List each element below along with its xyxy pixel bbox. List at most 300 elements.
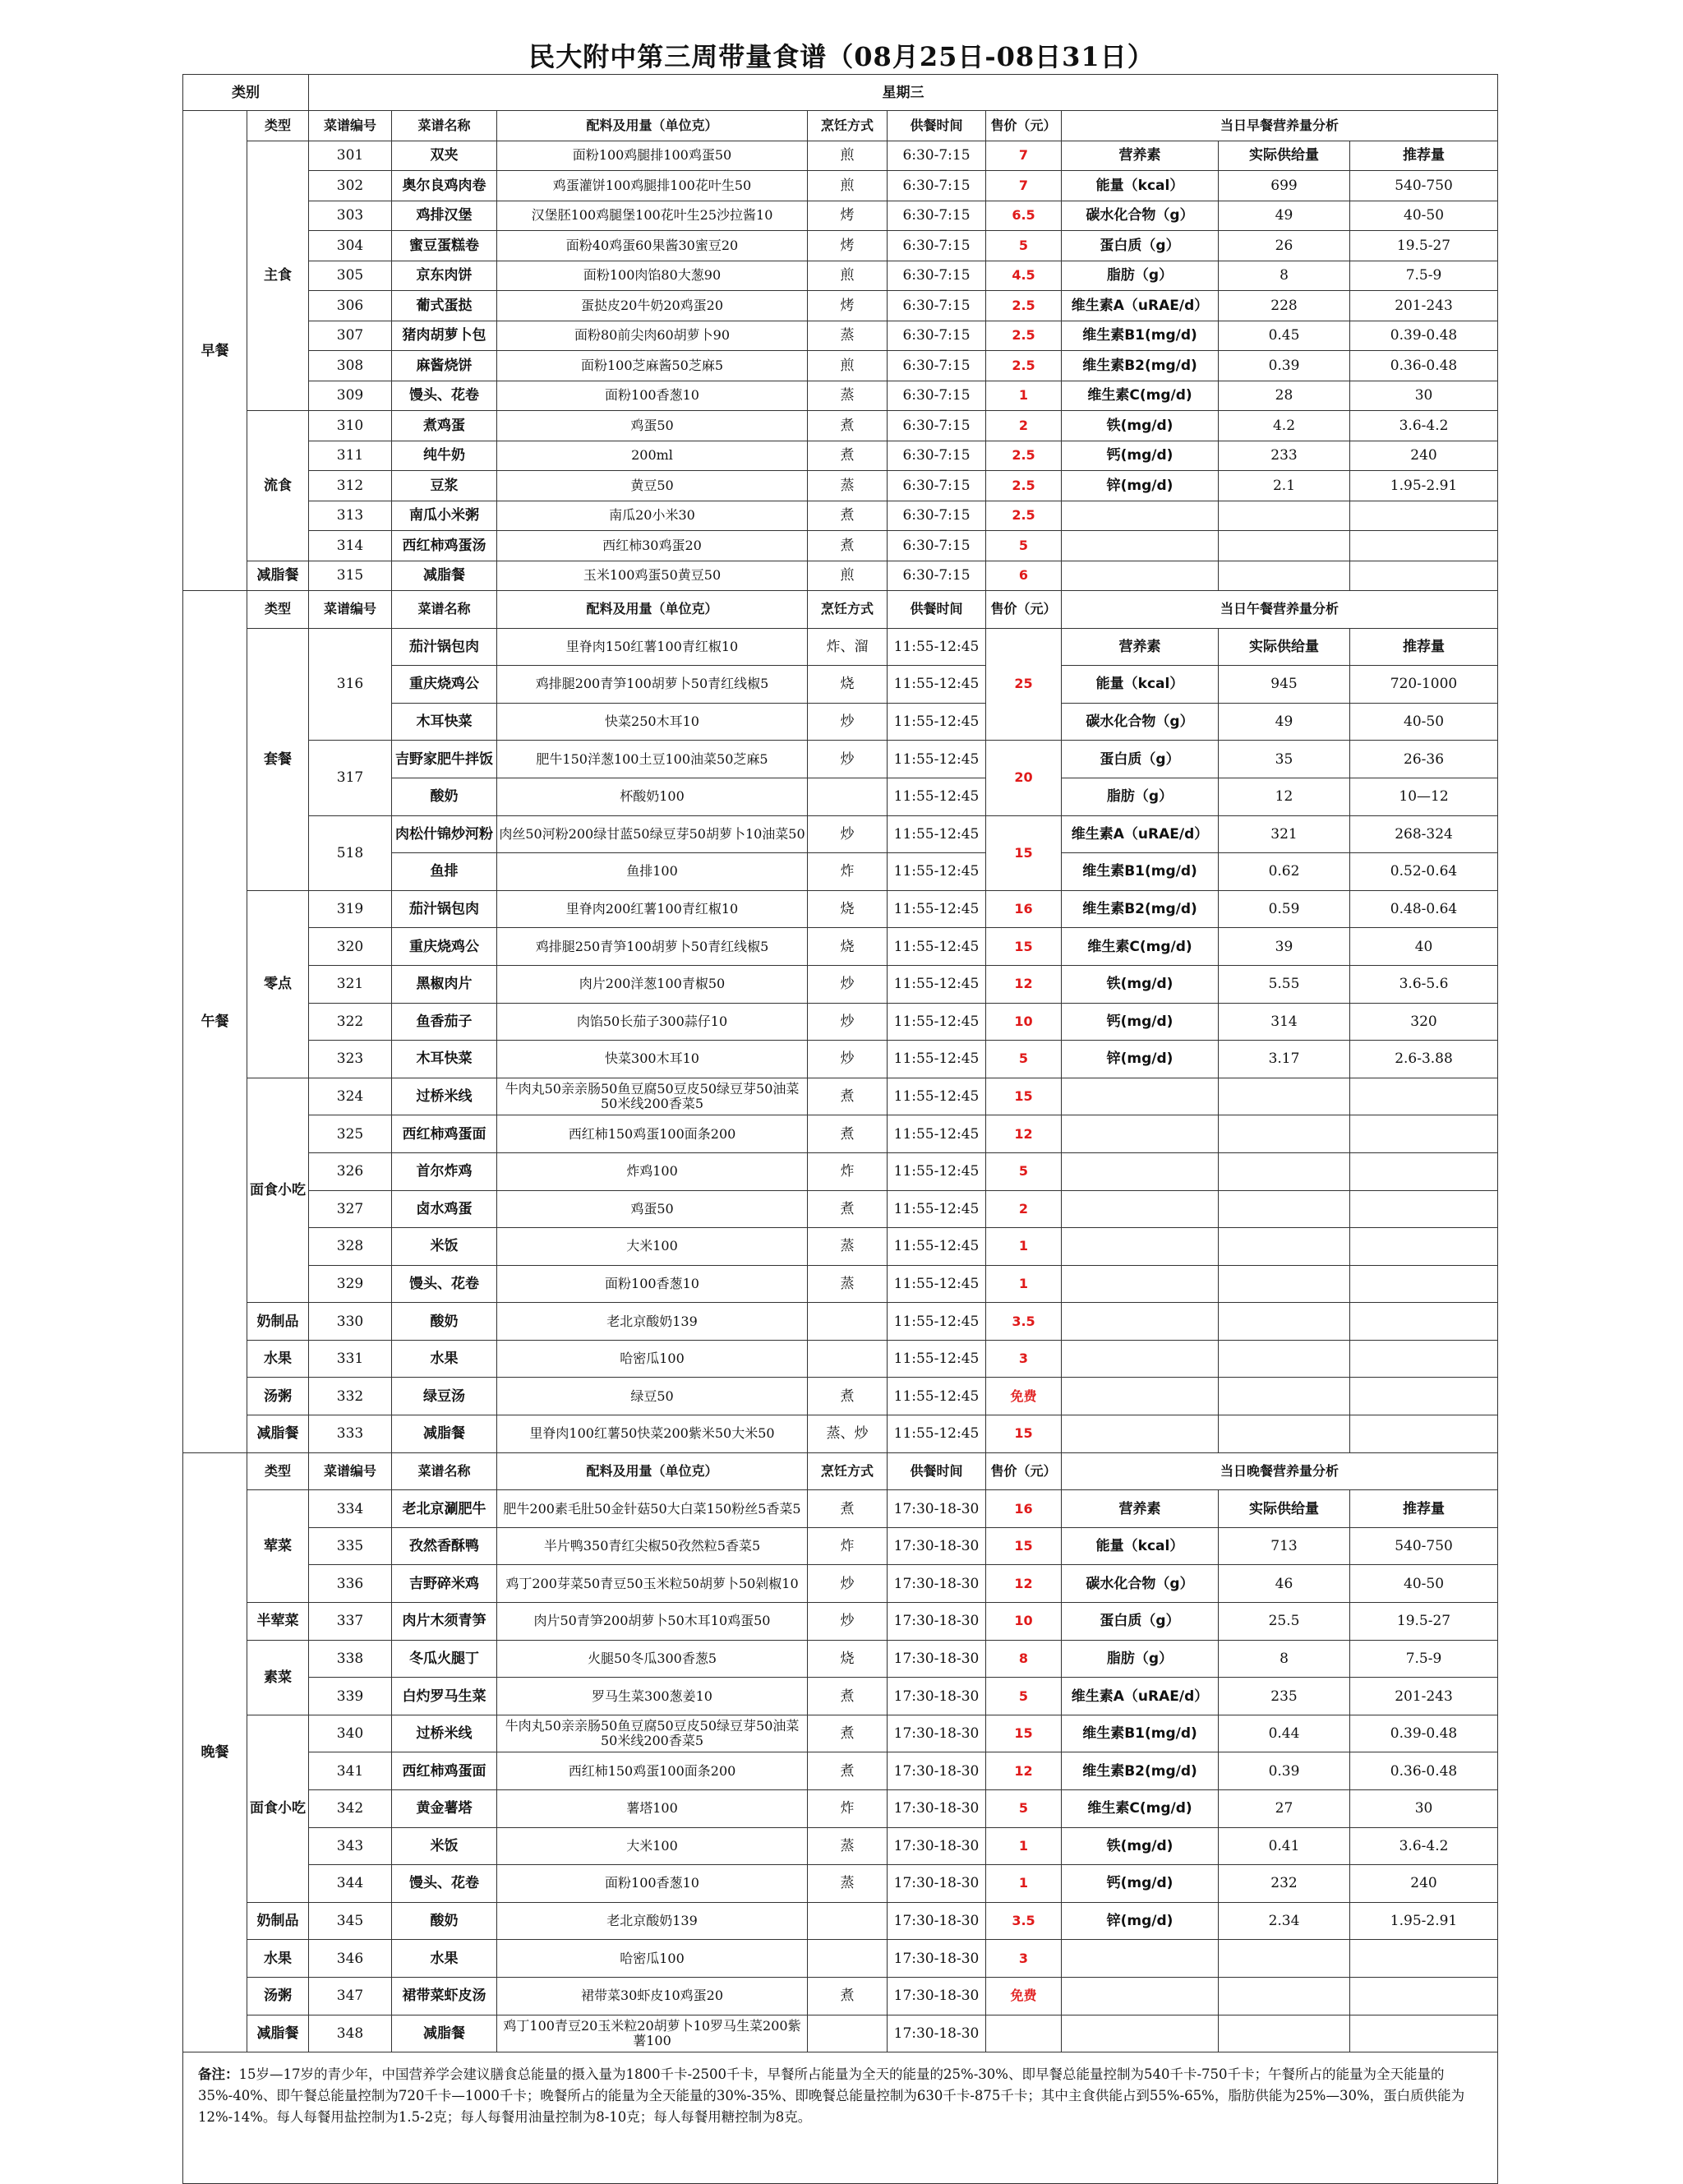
serving-time: 17:30-18-30 <box>888 1827 986 1865</box>
dish-name: 馒头、花卷 <box>392 1265 497 1303</box>
nutrient-actual: 49 <box>1219 703 1350 741</box>
dish-price: 2.5 <box>986 501 1062 531</box>
cooking-method: 蒸 <box>808 321 888 351</box>
nutrition-empty-cell <box>1062 1152 1219 1190</box>
column-header: 供餐时间 <box>888 1452 986 1490</box>
column-header: 配料及用量（单位克） <box>497 1452 808 1490</box>
dish-ingredients: 鸡排腿200青笋100胡萝卜50青红线椒5 <box>497 666 808 704</box>
dish-row <box>183 261 1498 291</box>
dish-name: 酸奶 <box>392 1303 497 1341</box>
cooking-method: 炸、溜 <box>808 628 888 666</box>
serving-time: 6:30-7:15 <box>888 471 986 501</box>
dish-id: 330 <box>309 1303 392 1341</box>
dish-ingredients: 鸡蛋50 <box>497 1190 808 1228</box>
nutrient-actual: 314 <box>1219 1003 1350 1041</box>
cooking-method: 烧 <box>808 1640 888 1678</box>
nutrient-actual: 945 <box>1219 666 1350 704</box>
dish-id: 320 <box>309 928 392 966</box>
nutrition-empty-cell <box>1350 561 1498 591</box>
dish-id: 326 <box>309 1152 392 1190</box>
dish-name: 减脂餐 <box>392 1415 497 1453</box>
column-header: 菜谱编号 <box>309 1452 392 1490</box>
nutrient-name: 维生素B1(mg/d) <box>1062 853 1219 891</box>
dish-price: 10 <box>986 1603 1062 1641</box>
nutrient-name: 钙(mg/d) <box>1062 1003 1219 1041</box>
cooking-method: 煮 <box>808 1378 888 1415</box>
dish-ingredients: 快菜250木耳10 <box>497 703 808 741</box>
nutrient-recommended: 720-1000 <box>1350 666 1498 704</box>
dish-ingredients: 黄豆50 <box>497 471 808 501</box>
column-header: 菜谱编号 <box>309 591 392 629</box>
cooking-method <box>808 2015 888 2052</box>
nutrient-recommended: 0.39-0.48 <box>1350 1715 1498 1752</box>
dish-type: 奶制品 <box>247 1902 309 1940</box>
dish-ingredients: 蛋挞皮20牛奶20鸡蛋20 <box>497 291 808 321</box>
nutrient-recommended: 201-243 <box>1350 291 1498 321</box>
dish-name: 木耳快菜 <box>392 703 497 741</box>
dish-row <box>183 231 1498 261</box>
nutrition-empty-cell <box>1062 1265 1219 1303</box>
dish-name: 过桥米线 <box>392 1715 497 1752</box>
dish-name: 水果 <box>392 1940 497 1978</box>
cooking-method: 煎 <box>808 141 888 171</box>
dish-name: 纯牛奶 <box>392 441 497 471</box>
dish-row <box>183 1340 1498 1378</box>
cooking-method: 烧 <box>808 890 888 928</box>
nutrient-recommended: 0.36-0.48 <box>1350 1752 1498 1790</box>
dish-ingredients: 面粉40鸡蛋60果酱30蜜豆20 <box>497 231 808 261</box>
dish-type: 减脂餐 <box>247 1415 309 1453</box>
dish-name: 豆浆 <box>392 471 497 501</box>
column-header: 类型 <box>247 591 309 629</box>
dish-name: 过桥米线 <box>392 1078 497 1115</box>
dish-id: 321 <box>309 965 392 1003</box>
dish-id: 319 <box>309 890 392 928</box>
dish-price: 5 <box>986 1152 1062 1190</box>
dish-ingredients: 玉米100鸡蛋50黄豆50 <box>497 561 808 591</box>
dish-row <box>183 291 1498 321</box>
dish-id: 334 <box>309 1490 392 1528</box>
column-header: 菜谱编号 <box>309 111 392 141</box>
nutrient-name: 锌(mg/d) <box>1062 1902 1219 1940</box>
dish-price <box>986 2015 1062 2052</box>
cooking-method: 煮 <box>808 1190 888 1228</box>
serving-time: 11:55-12:45 <box>888 1078 986 1115</box>
nutrient-name: 能量（kcal） <box>1062 171 1219 201</box>
serving-time: 11:55-12:45 <box>888 741 986 778</box>
dish-ingredients: 鸡蛋灌饼100鸡腿排100花叶生50 <box>497 171 808 201</box>
nutrient-name: 钙(mg/d) <box>1062 441 1219 471</box>
dish-id: 324 <box>309 1078 392 1115</box>
header-row <box>183 75 1498 111</box>
nutrition-header: 营养素 <box>1062 1490 1219 1528</box>
dish-type: 减脂餐 <box>247 561 309 591</box>
dish-price: 6.5 <box>986 201 1062 231</box>
serving-time: 11:55-12:45 <box>888 1152 986 1190</box>
serving-time: 11:55-12:45 <box>888 890 986 928</box>
dish-row <box>183 1115 1498 1153</box>
nutrient-recommended: 240 <box>1350 441 1498 471</box>
dish-type: 汤粥 <box>247 1378 309 1415</box>
dish-ingredients: 大米100 <box>497 1228 808 1266</box>
dish-id: 332 <box>309 1378 392 1415</box>
dish-name: 酸奶 <box>392 1902 497 1940</box>
dish-name: 黑椒肉片 <box>392 965 497 1003</box>
dish-ingredients: 鱼排100 <box>497 853 808 891</box>
serving-time: 11:55-12:45 <box>888 965 986 1003</box>
dish-ingredients: 鸡丁200芽菜50青豆50玉米粒50胡萝卜50剁椒10 <box>497 1565 808 1603</box>
cooking-method: 炸 <box>808 1790 888 1828</box>
dish-id: 333 <box>309 1415 392 1453</box>
nutrition-empty-cell <box>1219 2015 1350 2052</box>
nutrient-actual: 321 <box>1219 815 1350 853</box>
serving-time: 6:30-7:15 <box>888 411 986 441</box>
dish-ingredients: 绿豆50 <box>497 1378 808 1415</box>
dish-row <box>183 1378 1498 1415</box>
nutrition-header: 营养素 <box>1062 628 1219 666</box>
nutrition-empty-cell <box>1062 561 1219 591</box>
dish-row <box>183 1490 1498 1528</box>
analysis-title: 当日晚餐营养量分析 <box>1062 1452 1498 1490</box>
nutrient-recommended: 240 <box>1350 1865 1498 1903</box>
cooking-method: 炸 <box>808 853 888 891</box>
serving-time: 17:30-18-30 <box>888 1865 986 1903</box>
dish-ingredients: 200ml <box>497 441 808 471</box>
dish-type: 流食 <box>247 411 309 561</box>
dish-ingredients: 西红柿150鸡蛋100面条200 <box>497 1115 808 1153</box>
cooking-method: 炒 <box>808 1565 888 1603</box>
nutrient-name: 碳水化合物（g） <box>1062 201 1219 231</box>
serving-time: 11:55-12:45 <box>888 666 986 704</box>
set-meal-row <box>183 741 1498 778</box>
dish-type: 汤粥 <box>247 1977 309 2015</box>
serving-time: 11:55-12:45 <box>888 1378 986 1415</box>
dish-ingredients: 肉馅50长茄子300蒜仔10 <box>497 1003 808 1041</box>
serving-time: 11:55-12:45 <box>888 778 986 815</box>
dish-id: 348 <box>309 2015 392 2052</box>
nutrition-empty-cell <box>1350 2015 1498 2052</box>
dish-type: 奶制品 <box>247 1303 309 1341</box>
nutrient-recommended: 1.95-2.91 <box>1350 471 1498 501</box>
nutrient-name: 锌(mg/d) <box>1062 471 1219 501</box>
nutrition-header: 实际供给量 <box>1219 628 1350 666</box>
dish-ingredients: 肉片50青笋200胡萝卜50木耳10鸡蛋50 <box>497 1603 808 1641</box>
dish-row <box>183 1752 1498 1790</box>
cooking-method: 蒸 <box>808 1265 888 1303</box>
cooking-method: 煮 <box>808 1752 888 1790</box>
nutrient-recommended: 0.52-0.64 <box>1350 853 1498 891</box>
nutrient-name: 维生素A（uRAE/d） <box>1062 291 1219 321</box>
dish-id: 302 <box>309 171 392 201</box>
dish-price: 10 <box>986 1003 1062 1041</box>
cooking-method <box>808 1902 888 1940</box>
dish-price: 2.5 <box>986 471 1062 501</box>
dish-name: 肉片木须青笋 <box>392 1603 497 1641</box>
serving-time: 11:55-12:45 <box>888 815 986 853</box>
set-meal-price: 15 <box>986 815 1062 890</box>
nutrient-actual: 26 <box>1219 231 1350 261</box>
dish-price: 12 <box>986 1115 1062 1153</box>
nutrition-header: 推荐量 <box>1350 1490 1498 1528</box>
serving-time: 6:30-7:15 <box>888 291 986 321</box>
dish-price: 免费 <box>986 1378 1062 1415</box>
nutrition-empty-cell <box>1062 1115 1219 1153</box>
dish-name: 麻酱烧饼 <box>392 351 497 381</box>
nutrient-actual: 28 <box>1219 381 1350 411</box>
nutrition-empty-cell <box>1350 1115 1498 1153</box>
nutrient-name: 铁(mg/d) <box>1062 965 1219 1003</box>
nutrient-actual: 699 <box>1219 171 1350 201</box>
serving-time: 11:55-12:45 <box>888 853 986 891</box>
serving-time: 17:30-18-30 <box>888 1640 986 1678</box>
set-meal-id: 317 <box>309 741 392 815</box>
column-header: 供餐时间 <box>888 591 986 629</box>
dish-name: 重庆烧鸡公 <box>392 928 497 966</box>
nutrient-recommended: 40 <box>1350 928 1498 966</box>
dish-row <box>183 1565 1498 1603</box>
dish-name: 水果 <box>392 1340 497 1378</box>
dish-row <box>183 441 1498 471</box>
dish-price: 12 <box>986 965 1062 1003</box>
dish-name: 减脂餐 <box>392 561 497 591</box>
nutrition-empty-cell <box>1219 1190 1350 1228</box>
dish-id: 339 <box>309 1678 392 1715</box>
meal-header-row <box>183 111 1498 141</box>
nutrient-actual: 49 <box>1219 201 1350 231</box>
nutrient-name: 蛋白质（g） <box>1062 1603 1219 1641</box>
meal-label: 早餐 <box>183 111 247 591</box>
nutrient-actual: 0.39 <box>1219 351 1350 381</box>
dish-row <box>183 321 1498 351</box>
dish-price: 1 <box>986 1827 1062 1865</box>
nutrient-actual: 0.62 <box>1219 853 1350 891</box>
dish-row <box>183 501 1498 531</box>
nutrient-recommended: 1.95-2.91 <box>1350 1902 1498 1940</box>
meal-header-row <box>183 1452 1498 1490</box>
nutrition-empty-cell <box>1219 1940 1350 1978</box>
nutrition-empty-cell <box>1350 1378 1498 1415</box>
dish-row <box>183 171 1498 201</box>
cooking-method: 煎 <box>808 171 888 201</box>
dish-price: 16 <box>986 890 1062 928</box>
nutrient-name: 蛋白质（g） <box>1062 231 1219 261</box>
dish-name: 老北京涮肥牛 <box>392 1490 497 1528</box>
dish-row <box>183 1865 1498 1903</box>
dish-ingredients: 面粉100肉馅80大葱90 <box>497 261 808 291</box>
nutrient-recommended: 0.39-0.48 <box>1350 321 1498 351</box>
cooking-method: 煮 <box>808 411 888 441</box>
dish-row <box>183 141 1498 171</box>
dish-price: 3 <box>986 1940 1062 1978</box>
dish-price: 3.5 <box>986 1303 1062 1341</box>
dish-id: 337 <box>309 1603 392 1641</box>
cooking-method: 煮 <box>808 1977 888 2015</box>
dish-name: 馒头、花卷 <box>392 1865 497 1903</box>
nutrient-actual: 0.59 <box>1219 890 1350 928</box>
cooking-method: 炸 <box>808 1152 888 1190</box>
nutrient-recommended: 201-243 <box>1350 1678 1498 1715</box>
serving-time: 6:30-7:15 <box>888 501 986 531</box>
dish-id: 311 <box>309 441 392 471</box>
nutrition-empty-cell <box>1062 531 1219 561</box>
dish-row <box>183 1152 1498 1190</box>
nutrient-name: 脂肪（g） <box>1062 778 1219 815</box>
dish-id: 308 <box>309 351 392 381</box>
nutrient-actual: 2.1 <box>1219 471 1350 501</box>
dish-ingredients: 裙带菜30虾皮10鸡蛋20 <box>497 1977 808 2015</box>
dish-type: 零点 <box>247 890 309 1078</box>
serving-time: 6:30-7:15 <box>888 321 986 351</box>
serving-time: 11:55-12:45 <box>888 703 986 741</box>
dish-id: 340 <box>309 1715 392 1752</box>
dish-type: 面食小吃 <box>247 1078 309 1303</box>
serving-time: 11:55-12:45 <box>888 1041 986 1078</box>
dish-ingredients: 鸡蛋50 <box>497 411 808 441</box>
cooking-method <box>808 778 888 815</box>
serving-time: 17:30-18-30 <box>888 1527 986 1565</box>
dish-type: 套餐 <box>247 628 309 890</box>
cooking-method: 煮 <box>808 1078 888 1115</box>
dish-id: 346 <box>309 1940 392 1978</box>
analysis-title: 当日午餐营养量分析 <box>1062 591 1498 629</box>
cooking-method: 煎 <box>808 561 888 591</box>
cooking-method: 蒸、炒 <box>808 1415 888 1453</box>
dish-ingredients: 面粉100香葱10 <box>497 381 808 411</box>
nutrient-actual: 39 <box>1219 928 1350 966</box>
nutrition-header: 营养素 <box>1062 141 1219 171</box>
dish-id: 328 <box>309 1228 392 1266</box>
dish-price: 2 <box>986 1190 1062 1228</box>
serving-time: 6:30-7:15 <box>888 261 986 291</box>
dish-name: 猪肉胡萝卜包 <box>392 321 497 351</box>
serving-time: 17:30-18-30 <box>888 1603 986 1641</box>
dish-price: 16 <box>986 1490 1062 1528</box>
cooking-method: 炒 <box>808 741 888 778</box>
cooking-method: 煮 <box>808 441 888 471</box>
dish-name: 鸡排汉堡 <box>392 201 497 231</box>
cooking-method <box>808 1940 888 1978</box>
nutrient-name: 维生素A（uRAE/d） <box>1062 815 1219 853</box>
cooking-method: 炒 <box>808 1041 888 1078</box>
nutrient-recommended: 40-50 <box>1350 201 1498 231</box>
serving-time: 6:30-7:15 <box>888 141 986 171</box>
cooking-method: 煮 <box>808 501 888 531</box>
nutrient-actual: 46 <box>1219 1565 1350 1603</box>
dish-row <box>183 1078 1498 1115</box>
dish-row <box>183 1228 1498 1266</box>
nutrition-empty-cell <box>1350 531 1498 561</box>
dish-id: 301 <box>309 141 392 171</box>
dish-name: 首尔炸鸡 <box>392 1152 497 1190</box>
dish-name: 白灼罗马生菜 <box>392 1678 497 1715</box>
dish-price: 7 <box>986 141 1062 171</box>
dish-ingredients: 面粉100香葱10 <box>497 1265 808 1303</box>
serving-time: 17:30-18-30 <box>888 1752 986 1790</box>
nutrition-empty-cell <box>1350 1265 1498 1303</box>
cooking-method <box>808 1303 888 1341</box>
dish-price: 15 <box>986 928 1062 966</box>
dish-row <box>183 1902 1498 1940</box>
nutrition-empty-cell <box>1350 1415 1498 1453</box>
dish-row <box>183 561 1498 591</box>
serving-time: 17:30-18-30 <box>888 1977 986 2015</box>
dish-row <box>183 890 1498 928</box>
nutrient-recommended: 268-324 <box>1350 815 1498 853</box>
nutrient-actual: 2.34 <box>1219 1902 1350 1940</box>
nutrient-recommended: 540-750 <box>1350 1527 1498 1565</box>
dish-name: 鱼香茄子 <box>392 1003 497 1041</box>
dish-ingredients: 牛肉丸50亲亲肠50鱼豆腐50豆皮50绿豆芽50油菜50米线200香菜5 <box>497 1078 808 1115</box>
menu-table <box>182 74 1498 2184</box>
dish-price: 12 <box>986 1565 1062 1603</box>
dish-price: 5 <box>986 231 1062 261</box>
dish-row <box>183 1527 1498 1565</box>
nutrient-recommended: 19.5-27 <box>1350 1603 1498 1641</box>
cooking-method: 烧 <box>808 666 888 704</box>
nutrient-name: 锌(mg/d) <box>1062 1041 1219 1078</box>
serving-time: 6:30-7:15 <box>888 441 986 471</box>
dish-row <box>183 1678 1498 1715</box>
nutrition-empty-cell <box>1219 1152 1350 1190</box>
serving-time: 6:30-7:15 <box>888 561 986 591</box>
dish-ingredients: 西红柿150鸡蛋100面条200 <box>497 1752 808 1790</box>
dish-type: 面食小吃 <box>247 1715 309 1902</box>
cooking-method: 炒 <box>808 965 888 1003</box>
dish-name: 双夹 <box>392 141 497 171</box>
dish-id: 303 <box>309 201 392 231</box>
dish-price: 2.5 <box>986 351 1062 381</box>
cooking-method: 煮 <box>808 1115 888 1153</box>
serving-time: 17:30-18-30 <box>888 1565 986 1603</box>
dish-type: 水果 <box>247 1940 309 1978</box>
dish-price: 3.5 <box>986 1902 1062 1940</box>
nutrient-actual: 233 <box>1219 441 1350 471</box>
dish-ingredients: 面粉100香葱10 <box>497 1865 808 1903</box>
column-header: 类型 <box>247 111 309 141</box>
nutrient-name: 钙(mg/d) <box>1062 1865 1219 1903</box>
dish-ingredients: 肉丝50河粉200绿甘蓝50绿豆芽50胡萝卜10油菜50 <box>497 815 808 853</box>
dish-ingredients: 大米100 <box>497 1827 808 1865</box>
nutrient-name: 能量（kcal） <box>1062 666 1219 704</box>
nutrition-empty-cell <box>1062 1340 1219 1378</box>
dish-name: 酸奶 <box>392 778 497 815</box>
nutrition-empty-cell <box>1350 1977 1498 2015</box>
dish-name: 米饭 <box>392 1827 497 1865</box>
cooking-method: 炸 <box>808 1527 888 1565</box>
dish-price: 4.5 <box>986 261 1062 291</box>
cooking-method: 煮 <box>808 1490 888 1528</box>
nutrition-empty-cell <box>1219 1977 1350 2015</box>
dish-id: 325 <box>309 1115 392 1153</box>
serving-time: 6:30-7:15 <box>888 531 986 561</box>
dish-price: 2.5 <box>986 321 1062 351</box>
serving-time: 11:55-12:45 <box>888 1115 986 1153</box>
nutrient-recommended: 7.5-9 <box>1350 261 1498 291</box>
cooking-method: 烤 <box>808 291 888 321</box>
nutrition-empty-cell <box>1219 501 1350 531</box>
cooking-method <box>808 1340 888 1378</box>
nutrient-recommended: 40-50 <box>1350 1565 1498 1603</box>
dish-price: 5 <box>986 1678 1062 1715</box>
nutrient-name: 铁(mg/d) <box>1062 411 1219 441</box>
dish-price: 3 <box>986 1340 1062 1378</box>
nutrition-empty-cell <box>1219 1378 1350 1415</box>
cooking-method: 炒 <box>808 1003 888 1041</box>
dish-id: 343 <box>309 1827 392 1865</box>
dish-ingredients: 火腿50冬瓜300香葱5 <box>497 1640 808 1678</box>
dish-name: 裙带菜虾皮汤 <box>392 1977 497 2015</box>
nutrient-name: 碳水化合物（g） <box>1062 1565 1219 1603</box>
